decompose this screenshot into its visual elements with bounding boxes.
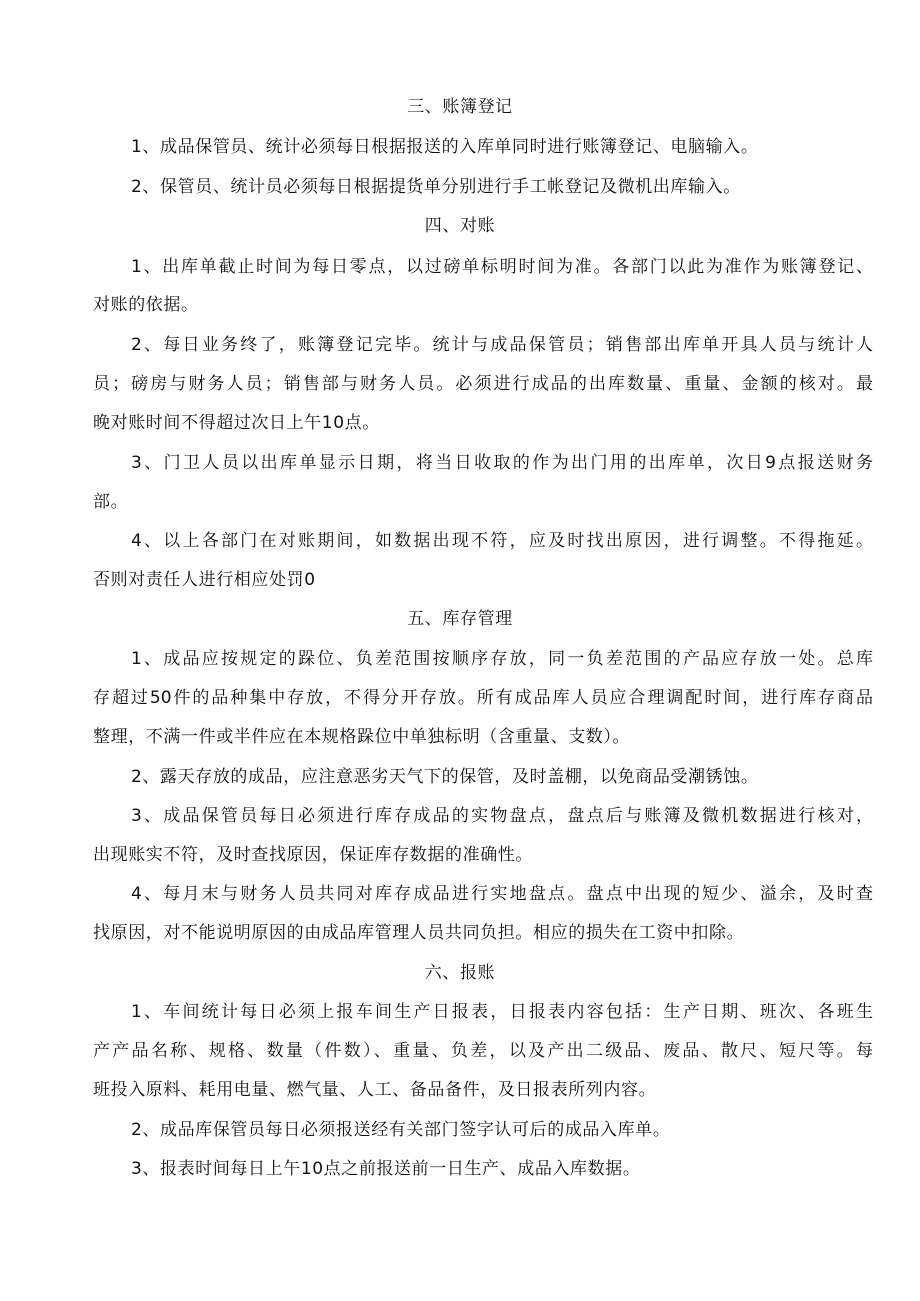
paragraph-line: 3、门卫人员以出库单显示日期，将当日收取的作为出门用的出库单，次日9点报送财务 [131,453,873,473]
paragraph-line: 部。 [93,492,129,512]
paragraph-line: 找原因，对不能说明原因的由成品库管理人员共同负担。相应的损失在工资中扣除。 [93,923,745,943]
paragraph-line: 4、以上各部门在对账期间，如数据出现不符，应及时找出原因，进行调整。不得拖延。 [131,531,873,551]
paragraph-line: 2、露天存放的成品，应注意恶劣天气下的保管，及时盖棚，以免商品受潮锈蚀。 [131,767,759,787]
paragraph-line: 班投入原料、耗用电量、燃气量、人工、备品备件，及日报表所列内容。 [93,1080,657,1100]
paragraph-line: 整理，不满一件或半件应在本规格跺位中单独标明（含重量、支数）。 [93,727,631,747]
paragraph-line: 3、报表时间每日上午10点之前报送前一日生产、成品入库数据。 [131,1159,641,1179]
paragraph-line: 否则对责任人进行相应处罚0 [93,570,316,590]
paragraph-line: 晚对账时间不得超过次日上午10点。 [93,413,380,433]
paragraph-line: 1、成品应按规定的跺位、负差范围按顺序存放，同一负差范围的产品应存放一处。总库 [131,649,873,669]
paragraph-line: 对账的依据。 [93,295,199,315]
paragraph-line: 存超过50件的品种集中存放，不得分开存放。所有成品库人员应合理调配时间，进行库存商品 [93,688,873,708]
section-heading: 五、库存管理 [407,609,513,629]
section-heading: 三、账簿登记 [407,97,513,117]
paragraph-line: 出现账实不符，及时查找原因，保证库存数据的准确性。 [93,845,533,865]
paragraph-line: 1、成品保管员、统计必须每日根据报送的入库单同时进行账簿登记、电脑输入。 [131,137,759,157]
paragraph-line: 3、成品保管员每日必须进行库存成品的实物盘点，盘点后与账簿及微机数据进行核对， [131,806,873,826]
paragraph-line: 1、出库单截止时间为每日零点，以过磅单标明时间为准。各部门以此为准作为账簿登记、 [131,257,873,277]
paragraph-line: 2、成品库保管员每日必须报送经有关部门签字认可后的成品入库单。 [131,1120,671,1140]
section-heading: 六、报账 [424,963,496,983]
paragraph-line: 员；磅房与财务人员；销售部与财务人员。必须进行成品的出库数量、重量、金额的核对。最 [93,374,873,394]
paragraph-line: 1、车间统计每日必须上报车间生产日报表，日报表内容包括：生产日期、班次、各班生 [131,1002,873,1022]
paragraph-line: 产产品名称、规格、数量（件数）、重量、负差，以及产出二级品、废品、散尺、短尺等。每 [93,1041,873,1061]
paragraph-line: 2、保管员、统计员必须每日根据提货单分别进行手工帐登记及微机出库输入。 [131,177,741,197]
paragraph-line: 4、每月末与财务人员共同对库存成品进行实地盘点。盘点中出现的短少、溢余，及时查 [131,884,873,904]
section-heading: 四、对账 [424,216,496,236]
paragraph-line: 2、每日业务终了，账簿登记完毕。统计与成品保管员；销售部出库单开具人员与统计人 [131,335,873,355]
